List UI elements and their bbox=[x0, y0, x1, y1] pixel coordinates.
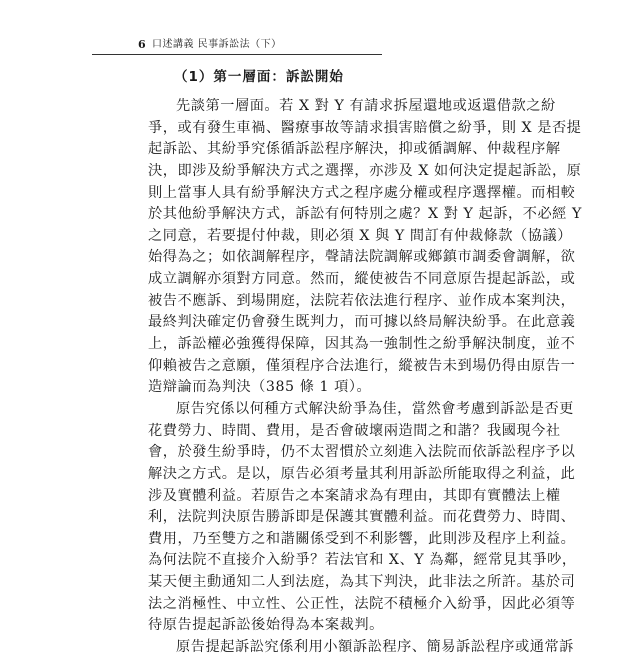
text-line: 為何法院不直接介入紛爭？若法官和 X、Y 為鄰，經常見其爭吵， bbox=[148, 552, 577, 569]
text-line: 成立調解亦須對方同意。然而，縱使被告不同意原告提起訴訟，或 bbox=[148, 271, 576, 288]
text-line: 某天便主動通知二人到法庭，為其下判決，此非法之所許。基於司 bbox=[148, 574, 576, 591]
page-header bbox=[92, 38, 382, 55]
text-line: 於其他紛爭解決方式，訴訟有何特別之處？X 對 Y 起訴，不必經 Y bbox=[148, 206, 582, 223]
body-text bbox=[148, 96, 582, 659]
text-line: 始得為之；如依調解程序，聲請法院調解或鄉鎮市調委會調解，欲 bbox=[148, 249, 576, 266]
text-line: 被告不應訴、到場開庭，法院若依法進行程序、並作成本案判決， bbox=[148, 292, 576, 309]
text-line: 造辯論而為判決（385 條 1 項）。 bbox=[148, 379, 372, 396]
text-line: 法之消極性、中立性、公正性，法院不積極介入紛爭，因此必須等 bbox=[148, 595, 576, 612]
page-number: 6 bbox=[138, 38, 146, 51]
text-line: 之同意，若要提付仲裁，則必須 X 與 Y 間訂有仲裁條款（協議） bbox=[148, 227, 572, 244]
text-line: 最終判決確定仍會發生既判力，而可據以終局解決紛爭。在此意義 bbox=[148, 314, 576, 331]
section-heading: （1）第一層面：訴訟開始 bbox=[174, 69, 344, 85]
running-title: 口述講義 民事訴訟法（下） bbox=[152, 39, 282, 50]
text-line: 爭，或有發生車禍、醫療事故等請求損害賠償之紛爭，則 X 是否提 bbox=[148, 119, 582, 136]
text-line: 待原告提起訴訟後始得為本案裁判。 bbox=[148, 617, 384, 634]
text-line: 涉及實體利益。若原告之本案請求為有理由，其即有實體法上權 bbox=[148, 487, 561, 504]
text-line: 起訴訟、其紛爭究係循訴訟程序解決，抑或循調解、仲裁程序解 bbox=[148, 141, 561, 158]
text-line: 原告提起訴訟究係利用小額訴訟程序、簡易訴訟程序或通常訴 bbox=[176, 639, 574, 656]
text-line: 花費勞力、時間、費用，是否會破壞兩造間之和諧？我國現今社 bbox=[148, 422, 561, 439]
text-line: 仰賴被告之意願，僅須程序合法進行，縱被告未到場仍得由原告一 bbox=[148, 357, 576, 374]
text-line: 則上當事人具有紛爭解決方式之程序處分權或程序選擇權。而相較 bbox=[148, 184, 576, 201]
text-line: 費用，乃至雙方之和諧關係受到不利影響，此則涉及程序上利益。 bbox=[148, 530, 576, 547]
text-line: 決，即涉及紛爭解決方式之選擇，亦涉及 X 如何決定提起訴訟，原 bbox=[148, 162, 582, 179]
text-line: 原告究係以何種方式解決紛爭為佳，當然會考慮到訴訟是否更 bbox=[176, 400, 574, 417]
text-line: 先談第一層面。若 X 對 Y 有請求拆屋還地或返還借款之紛 bbox=[176, 98, 556, 114]
text-line: 會，於發生紛爭時，仍不太習慣於立刻進入法院而依訴訟程序予以 bbox=[148, 444, 576, 461]
text-line: 利，法院判決原告勝訴即是保護其實體利益。而花費勞力、時間、 bbox=[148, 509, 576, 526]
text-line: 上，訴訟權必強獲得保障，因其為一強制性之紛爭解決制度，並不 bbox=[148, 336, 576, 353]
text-line: 解決之方式。是以，原告必須考量其利用訴訟所能取得之利益，此 bbox=[148, 465, 576, 482]
